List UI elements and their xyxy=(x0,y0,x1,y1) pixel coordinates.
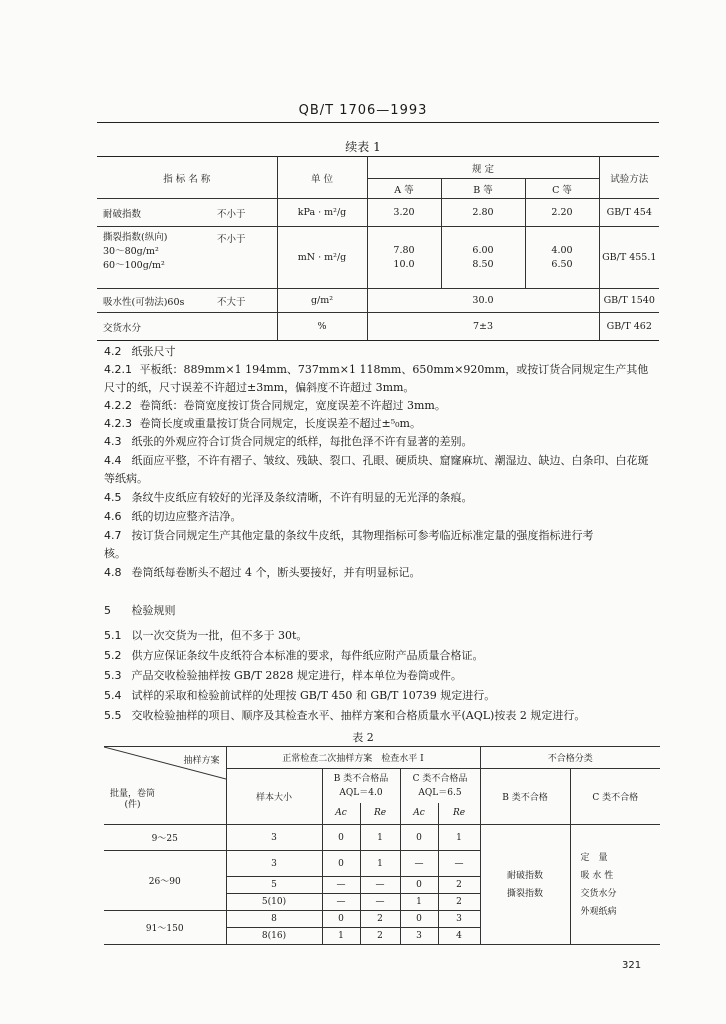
c-ac-cell: 3 xyxy=(400,928,438,945)
paragraph-block-4 xyxy=(104,344,664,583)
unit-cell: kPa · m²/g xyxy=(277,199,367,227)
method-cell: GB/T 455.1 xyxy=(599,227,659,289)
table-continued-1 xyxy=(97,156,659,341)
value-a xyxy=(367,227,441,289)
header-b-ac: Ac xyxy=(322,803,360,825)
clause-text: 产品交收检验抽样按 GB/T 2828 规定进行，样本单位为卷筒或件。 xyxy=(131,669,462,682)
clause-number: 4.5 xyxy=(104,491,122,504)
clause-number: 4.4 xyxy=(104,454,122,467)
value-c xyxy=(525,227,599,289)
paragraph xyxy=(104,453,664,471)
clause-number: 4.2.1 xyxy=(104,363,132,376)
clause-text: 以一次交货为一批，但不多于 30t。 xyxy=(131,629,308,642)
value-b1: 6.00 xyxy=(472,244,494,256)
paragraph xyxy=(104,546,664,565)
section-title: 检验规则 xyxy=(131,604,176,617)
value-b: 2.80 xyxy=(441,199,525,227)
indicator-name: 吸水性(可勃法)60s xyxy=(97,289,215,313)
paragraph xyxy=(104,565,664,583)
header-c-class xyxy=(400,769,480,803)
value-merged: 30.0 xyxy=(367,289,599,313)
c-re-cell: 3 xyxy=(438,911,480,928)
sample-size-cell: 8 xyxy=(226,911,322,928)
b-re-cell: 2 xyxy=(360,928,400,945)
header-b-re: Re xyxy=(360,803,400,825)
table-row xyxy=(97,313,659,341)
table2-caption: 表 2 xyxy=(352,731,374,744)
clause-text: 卷筒长度或重量按订货合同规定，长度误差不超过±⁵₀m。 xyxy=(139,417,421,430)
clause-text: 核。 xyxy=(104,547,126,560)
clause-number: 4.6 xyxy=(104,510,122,523)
table1-caption: 续表 1 xyxy=(345,140,381,154)
b-ac-cell: 1 xyxy=(322,928,360,945)
value-merged: 7±3 xyxy=(367,313,599,341)
sample-size-cell: 3 xyxy=(226,825,322,851)
b-ac-cell: 0 xyxy=(322,911,360,928)
indicator-limit: 不小于 xyxy=(215,199,277,227)
unit-cell: mN · m²/g xyxy=(277,227,367,289)
value-c: 2.20 xyxy=(525,199,599,227)
clause-text: 卷筒纸每卷断头不超过 4 个，断头要接好，并有明显标记。 xyxy=(131,566,421,579)
standard-number: QB/T 1706—1993 xyxy=(298,103,428,118)
paragraph xyxy=(104,398,664,416)
value-c2: 6.50 xyxy=(551,258,573,270)
b-ac-cell: 0 xyxy=(322,825,360,851)
batch-cell: 9～25 xyxy=(104,825,226,851)
b-ac-cell: 0 xyxy=(322,851,360,877)
sample-size-cell: 5 xyxy=(226,877,322,894)
b-defect-item: 耐破指数 xyxy=(506,870,543,881)
clause-text: 平板纸：889mm×1 194mm、737mm×1 118mm、650mm×920mm，或按订货合同规定生产其他 xyxy=(139,363,649,376)
clause-text: 供方应保证条纹牛皮纸符合本标准的要求，每件纸应附产品质量合格证。 xyxy=(131,649,484,662)
header-plan: 抽样方案 xyxy=(183,756,220,766)
header-grade-c: C 等 xyxy=(525,179,599,199)
c-ac-cell: 0 xyxy=(400,911,438,928)
header-diagonal-cell xyxy=(104,747,226,825)
paragraph xyxy=(104,688,664,708)
clause-number: 5.5 xyxy=(104,709,122,722)
value-a2: 10.0 xyxy=(393,258,415,270)
method-cell: GB/T 462 xyxy=(599,313,659,341)
batch-cell: 91～150 xyxy=(104,911,226,945)
value-b2: 8.50 xyxy=(472,258,494,270)
clause-text: 交收检验抽样的项目、顺序及其检查水平、抽样方案和合格质量水平(AQL)按表 2 规定进行。 xyxy=(131,709,586,722)
c-ac-cell: 0 xyxy=(400,825,438,851)
unit-cell: g/m² xyxy=(277,289,367,313)
value-a1: 7.80 xyxy=(393,244,415,256)
paragraph xyxy=(104,648,664,668)
sample-size-cell: 5(10) xyxy=(226,894,322,911)
b-ac-cell: — xyxy=(322,877,360,894)
c-re-cell: 2 xyxy=(438,877,480,894)
clause-number: 4.7 xyxy=(104,529,122,542)
b-defect-item: 撕裂指数 xyxy=(506,888,543,899)
c-defect-item: 吸 水 性 xyxy=(580,870,614,881)
value-b xyxy=(441,227,525,289)
clause-number: 4.2 xyxy=(104,345,122,358)
header-sample-size: 样本大小 xyxy=(226,769,322,825)
clause-number: 5.3 xyxy=(104,669,122,682)
paragraph xyxy=(104,380,664,398)
clause-text: 等纸病。 xyxy=(104,472,148,485)
clause-number: 4.2.3 xyxy=(104,417,132,430)
sample-size-cell: 3 xyxy=(226,851,322,877)
clause-number: 4.2.2 xyxy=(104,399,132,412)
paragraph xyxy=(104,434,664,453)
header-c-aql: AQL＝6.5 xyxy=(418,787,462,798)
header-c-class-label: C 类不合格品 xyxy=(412,773,468,784)
header-indicator: 指 标 名 称 xyxy=(97,157,277,199)
indicator-name: 耐破指数 xyxy=(97,199,215,227)
c-ac-cell: 0 xyxy=(400,877,438,894)
b-ac-cell: — xyxy=(322,894,360,911)
paragraph xyxy=(104,490,664,509)
indicator-limit: 不小于 xyxy=(215,227,277,289)
c-defect-item: 交货水分 xyxy=(580,888,617,899)
clause-number: 5.2 xyxy=(104,649,122,662)
header-unit: 单 位 xyxy=(277,157,367,199)
indicator-name xyxy=(97,227,215,289)
clause-number: 4.3 xyxy=(104,435,122,448)
header-c-defect: C 类不合格 xyxy=(570,769,660,825)
header-rule xyxy=(97,122,659,123)
indicator-sub2: 60～100g/m² xyxy=(103,260,165,271)
paragraph xyxy=(104,668,664,688)
header-defect-class: 不合格分类 xyxy=(480,747,660,769)
clause-text: 纸张的外观应符合订货合同规定的纸样，每批色泽不许有显著的差别。 xyxy=(131,435,473,448)
b-re-cell: 1 xyxy=(360,825,400,851)
indicator-sub1: 30～80g/m² xyxy=(103,246,159,257)
paragraph xyxy=(104,416,664,434)
paragraph xyxy=(104,528,664,546)
paragraph xyxy=(104,362,664,380)
clause-text: 纸面应平整，不许有褶子、皱纹、残缺、裂口、孔眼、硬质块、窟窿麻坑、潮湿边、缺边、白条印、白花斑 xyxy=(131,454,649,467)
b-re-cell: 1 xyxy=(360,851,400,877)
c-re-cell: 4 xyxy=(438,928,480,945)
paragraph xyxy=(104,628,664,648)
header-scheme: 正常检查二次抽样方案 检查水平 I xyxy=(226,747,480,769)
header-c-ac: Ac xyxy=(400,803,438,825)
c-re-cell: — xyxy=(438,851,480,877)
table-row xyxy=(97,289,659,313)
header-batch xyxy=(110,789,155,811)
c-defect-items xyxy=(570,825,660,945)
header-grade-b: B 等 xyxy=(441,179,525,199)
clause-number: 4.8 xyxy=(104,566,122,579)
indicator-main: 撕裂指数(纵向) xyxy=(103,232,168,243)
section-number: 5 xyxy=(104,604,111,617)
indicator-limit: 不大于 xyxy=(215,289,277,313)
header-spec: 规 定 xyxy=(367,157,599,179)
header-batch-unit: (件) xyxy=(124,800,141,810)
clause-text: 纸张尺寸 xyxy=(131,345,176,358)
header-b-defect: B 类不合格 xyxy=(480,769,570,825)
c-defect-item: 外观纸病 xyxy=(580,906,617,917)
header-b-class xyxy=(322,769,400,803)
b-defect-items xyxy=(480,825,570,945)
c-ac-cell: — xyxy=(400,851,438,877)
table-row xyxy=(97,199,659,227)
b-re-cell: 2 xyxy=(360,911,400,928)
b-re-cell: — xyxy=(360,877,400,894)
table-row xyxy=(104,825,660,851)
clause-text: 尺寸的纸，尺寸误差不许超过±3mm，偏斜度不许超过 3mm。 xyxy=(104,381,415,394)
value-a: 3.20 xyxy=(367,199,441,227)
header-c-re: Re xyxy=(438,803,480,825)
method-cell: GB/T 1540 xyxy=(599,289,659,313)
c-ac-cell: 1 xyxy=(400,894,438,911)
clause-text: 卷筒纸：卷筒宽度按订货合同规定，宽度误差不许超过 3mm。 xyxy=(139,399,446,412)
page-number: 321 xyxy=(622,960,642,971)
clause-text: 试样的采取和检验前试样的处理按 GB/T 450 和 GB/T 10739 规定进行。 xyxy=(131,689,496,702)
batch-cell: 26～90 xyxy=(104,851,226,911)
paragraph-block-5 xyxy=(104,628,664,728)
clause-number: 5.4 xyxy=(104,689,122,702)
indicator-name: 交货水分 xyxy=(97,313,215,341)
c-defect-item: 定 量 xyxy=(580,852,608,863)
clause-number: 5.1 xyxy=(104,629,122,642)
indicator-limit xyxy=(215,313,277,341)
header-b-class-label: B 类不合格品 xyxy=(333,773,389,784)
clause-text: 纸的切边应整齐洁净。 xyxy=(131,510,242,523)
table-row xyxy=(97,227,659,289)
paragraph xyxy=(104,509,664,528)
header-grade-a: A 等 xyxy=(367,179,441,199)
sample-size-cell: 8(16) xyxy=(226,928,322,945)
paragraph xyxy=(104,708,664,728)
clause-text: 条纹牛皮纸应有较好的光泽及条纹清晰，不许有明显的无光泽的条痕。 xyxy=(131,491,473,504)
value-c1: 4.00 xyxy=(551,244,573,256)
c-re-cell: 1 xyxy=(438,825,480,851)
method-cell: GB/T 454 xyxy=(599,199,659,227)
paragraph xyxy=(104,344,664,362)
sampling-table xyxy=(104,746,660,945)
b-re-cell: — xyxy=(360,894,400,911)
clause-text: 按订货合同规定生产其他定量的条纹牛皮纸，其物理指标可参考临近标准定量的强度指标进行考 xyxy=(131,529,594,542)
header-method: 试验方法 xyxy=(599,157,659,199)
paragraph xyxy=(104,471,664,490)
c-re-cell: 2 xyxy=(438,894,480,911)
unit-cell: % xyxy=(277,313,367,341)
header-batch-label: 批量，卷筒 xyxy=(110,789,156,799)
header-b-aql: AQL＝4.0 xyxy=(339,787,383,798)
section-heading xyxy=(104,602,176,618)
